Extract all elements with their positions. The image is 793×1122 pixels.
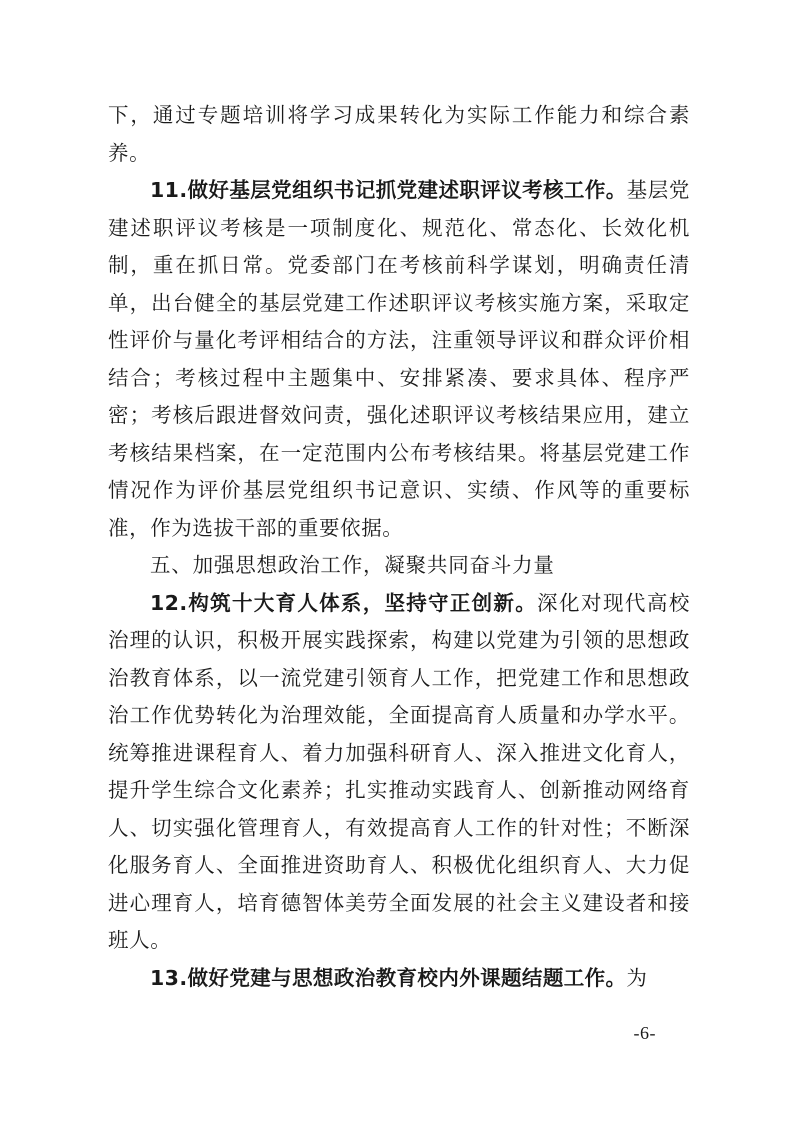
item-13-title: 13.做好党建与思想政治教育校内外课题结题工作。 (150, 965, 627, 990)
page-number: -6- (633, 1023, 656, 1043)
item-11-title: 11.做好基层党组织书记抓党建述职评议考核工作。 (150, 178, 627, 202)
item-12-body: 深化对现代高校治理的认识，积极开展实践探索，构建以党建为引领的思想政治教育体系，以一流党建引领育人工作，把党建工作和思想政治工作优势转化为治理效能，全面提高育人质量和办学水平。统筹推进课程育人、着力加强科研育人、深入推进文化育人，提升学生综合文化素养；扎实推动实践育人、创新推动网络育人、切实强化管理育人，有效提高育人工作的针对性；不断深化服务育人、全面推进资助育人、积极优化组织育人、大力促进心理育人，培育德智体美劳全面发展的社会主义建设者和接班人。 (108, 590, 690, 952)
item-12-title: 12.构筑十大育人体系，坚持守正创新。 (150, 590, 537, 615)
item-13-paragraph (108, 960, 690, 998)
continuation-paragraph: 下，通过专题培训将学习成果转化为实际工作能力和综合素养。 (108, 103, 690, 165)
section-5-heading: 五、加强思想政治工作，凝聚共同奋斗力量 (150, 553, 555, 577)
item-11-body: 基层党建述职评议考核是一项制度化、规范化、常态化、长效化机制，重在抓日常。党委部门在考核前科学谋划，明确责任清单，出台健全的基层党建工作述职评议考核实施方案，采取定性评价与量化考评相结合的方法，注重领导评议和群众评价相结合；考核过程中主题集中、安排紧凑、要求具体、程序严密；考核后跟进督效问责，强化述职评议考核结果应用，建立考核结果档案，在一定范围内公布考核结果。将基层党建工作情况作为评价基层党组织书记意识、实绩、作风等的重要标准，作为选拔干部的重要依据。 (108, 178, 690, 540)
item-11-paragraph (108, 172, 690, 547)
item-13-body: 为 (626, 965, 648, 990)
document-body (108, 97, 690, 997)
item-12-paragraph (108, 585, 690, 960)
